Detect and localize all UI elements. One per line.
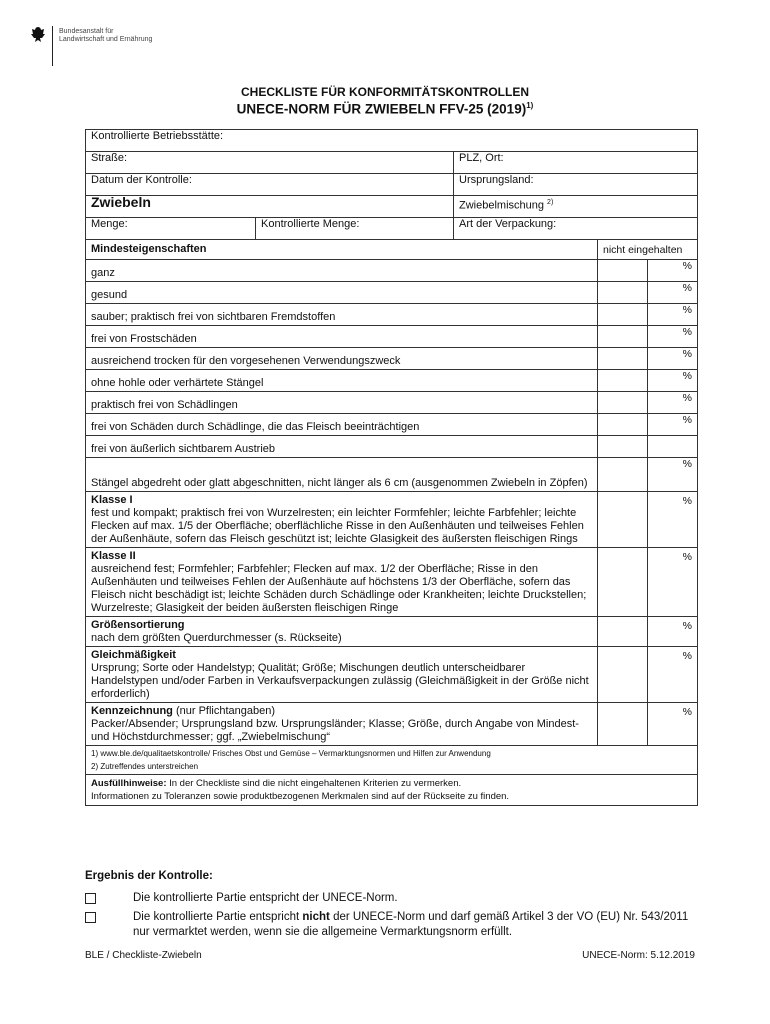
criterion-label: ohne hohle oder verhärtete Stängel [86, 370, 598, 392]
criterion-row [86, 458, 698, 492]
footnotes: 1) www.ble.de/qualitaetskontrolle/ Frisches Obst und Gemüse – Vermarktungsnormen und Hilfen zur Anwendung 2) Zutreffendes unterstreichen [86, 746, 698, 775]
percent-cell[interactable]: % [648, 392, 698, 414]
klasse-text: Größensortierung nach dem größten Querdurchmesser (s. Rückseite) [86, 617, 598, 647]
doc-title-line2: UNECE-NORM FÜR ZWIEBELN FFV-25 $(2019)^{1)}$ [236, 101, 534, 117]
checkbox-cell[interactable] [598, 436, 648, 458]
field-betriebsstaette[interactable]: Kontrollierte Betriebsstätte: [86, 130, 698, 152]
field-datum[interactable]: Datum der Kontrolle: [86, 174, 454, 196]
klasse-text: Klasse II ausreichend fest; Formfehler; Farbfehler; Flecken auf max. 1/2 der Oberfläche; Risse in den Außenhäuten und teilweises Fehlen der Außenhäute auf höchstens 1/3 der Oberfläche, sofern das Fleisch nicht beschädigt ist; leichte Schäden durch Schädlinge oder Krankheiten; leichte Druckstellen; Wurzelreste; Glasigkeit der beiden äußersten fleischigen Ringe [86, 548, 598, 617]
criterion-label: sauber; praktisch frei von sichtbaren Fremdstoffen [86, 304, 598, 326]
percent-cell[interactable]: % [648, 348, 698, 370]
criterion-row [86, 414, 698, 436]
criterion-row [86, 392, 698, 414]
klasse-row [86, 548, 698, 617]
checkbox-cell[interactable] [598, 326, 648, 348]
klasse-row [86, 492, 698, 548]
percent-cell[interactable]: % [648, 458, 698, 492]
mindest-heading: Mindesteigenschaften [86, 240, 598, 260]
logo-text: Bundesanstalt für Landwirtschaft und Ernährung [59, 28, 153, 43]
criterion-row [86, 436, 698, 458]
field-menge[interactable]: Menge: [86, 218, 256, 240]
klasse-text: Klasse I fest und kompakt; praktisch frei von Wurzelresten; ein leichter Formfehler; leichte Farbfehler; leichte Flecken auf max. 1/5 der Oberfläche; oberflächliche Risse in den Außenhäuten und teilweises Fehlen der Außenhäute, sofern das Fleisch geschützt ist; leichte Glasigkeit des äußersten fleischigen Rings [86, 492, 598, 548]
criterion-row [86, 326, 698, 348]
checkbox-cell[interactable] [598, 282, 648, 304]
criterion-label: frei von äußerlich sichtbarem Austrieb [86, 436, 598, 458]
logo-divider [52, 26, 53, 66]
field-ursprungsland[interactable]: Ursprungsland: [454, 174, 698, 196]
ergebnis-option-2[interactable]: Die kontrollierte Partie entspricht nicht der UNECE-Norm und darf gemäß Artikel 3 der VO (EU) Nr. 543/2011 nur vermarktet werden, wenn sie die allgemeine Vermarktungsnorm erfüllt. [85, 910, 695, 940]
checkbox-cell[interactable] [598, 348, 648, 370]
checkbox-cell[interactable] [598, 260, 648, 282]
klasse-row [86, 703, 698, 746]
criterion-label: gesund [86, 282, 598, 304]
ausfuellhinweise: Ausfüllhinweise: In der Checkliste sind die nicht eingehaltenen Kriterien zu vermerken. Informationen zu Toleranzen sowie produktbezogenen Merkmalen sind auf der Rückseite zu finden. [86, 775, 698, 806]
percent-cell[interactable]: % [648, 414, 698, 436]
checklist-table [85, 129, 698, 806]
percent-cell[interactable]: % [648, 304, 698, 326]
field-zwiebelmischung[interactable]: Zwiebelmischung $^{2)}$ [454, 196, 698, 218]
field-plz-ort[interactable]: PLZ, Ort: [454, 152, 698, 174]
checkbox-cell[interactable] [598, 492, 648, 548]
ergebnis-option-1[interactable]: Die kontrollierte Partie entspricht der UNECE-Norm. [85, 891, 398, 906]
checkbox-icon[interactable] [85, 893, 96, 904]
criterion-row [86, 282, 698, 304]
checkbox-cell[interactable] [598, 304, 648, 326]
checkbox-cell[interactable] [598, 458, 648, 492]
checkbox-cell[interactable] [598, 647, 648, 703]
footer-left: BLE / Checkliste-Zwiebeln [85, 950, 202, 961]
federal-eagle-icon [30, 26, 46, 46]
percent-cell[interactable]: % [648, 703, 698, 746]
checkbox-cell[interactable] [598, 703, 648, 746]
criterion-label: frei von Schäden durch Schädlinge, die das Fleisch beeinträchtigen [86, 414, 598, 436]
ergebnis-heading: Ergebnis der Kontrolle: [85, 870, 213, 882]
percent-cell[interactable]: % [648, 492, 698, 548]
percent-cell[interactable]: % [648, 647, 698, 703]
field-kontrollierte-menge[interactable]: Kontrollierte Menge: [256, 218, 454, 240]
criterion-row [86, 304, 698, 326]
criterion-label: ganz [86, 260, 598, 282]
doc-title-line1: CHECKLISTE FÜR KONFORMITÄTSKONTROLLEN [241, 85, 529, 99]
checkbox-cell[interactable] [598, 617, 648, 647]
klasse-text: Gleichmäßigkeit Ursprung; Sorte oder Handelstyp; Qualität; Größe; Mischungen deutlich unterscheidbarer Handelstypen und/oder Farben in Verkaufsverpackungen zulässig (Gleichmäßigkeit in der Größe nicht erforderlich) [86, 647, 598, 703]
criterion-row [86, 370, 698, 392]
checkbox-cell[interactable] [598, 414, 648, 436]
criterion-row [86, 348, 698, 370]
percent-cell[interactable]: % [648, 260, 698, 282]
checkbox-cell[interactable] [598, 548, 648, 617]
criterion-label: Stängel abgedreht oder glatt abgeschnitten, nicht länger als 6 cm (ausgenommen Zwiebeln in Zöpfen) [86, 458, 598, 492]
field-verpackung[interactable]: Art der Verpackung: [454, 218, 698, 240]
criterion-row [86, 260, 698, 282]
percent-cell[interactable] [648, 436, 698, 458]
product-name: Zwiebeln [86, 196, 454, 218]
ble-logo [30, 26, 152, 66]
percent-cell[interactable]: % [648, 370, 698, 392]
criterion-label: ausreichend trocken für den vorgesehenen Verwendungszweck [86, 348, 598, 370]
percent-cell[interactable]: % [648, 617, 698, 647]
footer-right: UNECE-Norm: 5.12.2019 [582, 950, 695, 961]
checkbox-cell[interactable] [598, 370, 648, 392]
klasse-row [86, 617, 698, 647]
klassen-items [86, 492, 698, 746]
criterion-label: frei von Frostschäden [86, 326, 598, 348]
percent-cell[interactable]: % [648, 548, 698, 617]
criterion-label: praktisch frei von Schädlingen [86, 392, 598, 414]
nicht-eingehalten-header: nicht eingehalten [598, 240, 698, 260]
percent-cell[interactable]: % [648, 326, 698, 348]
klasse-text: Kennzeichnung (nur Pflichtangaben) Packer/Absender; Ursprungsland bzw. Ursprungsländer; Klasse; Größe, durch Angabe von Mindest- und Höchstdurchmesser; ggf. „Zwiebelmischung“ [86, 703, 598, 746]
percent-cell[interactable]: % [648, 282, 698, 304]
klasse-row [86, 647, 698, 703]
checkbox-cell[interactable] [598, 392, 648, 414]
mindest-items [86, 260, 698, 492]
field-strasse[interactable]: Straße: [86, 152, 454, 174]
checkbox-icon[interactable] [85, 912, 96, 923]
